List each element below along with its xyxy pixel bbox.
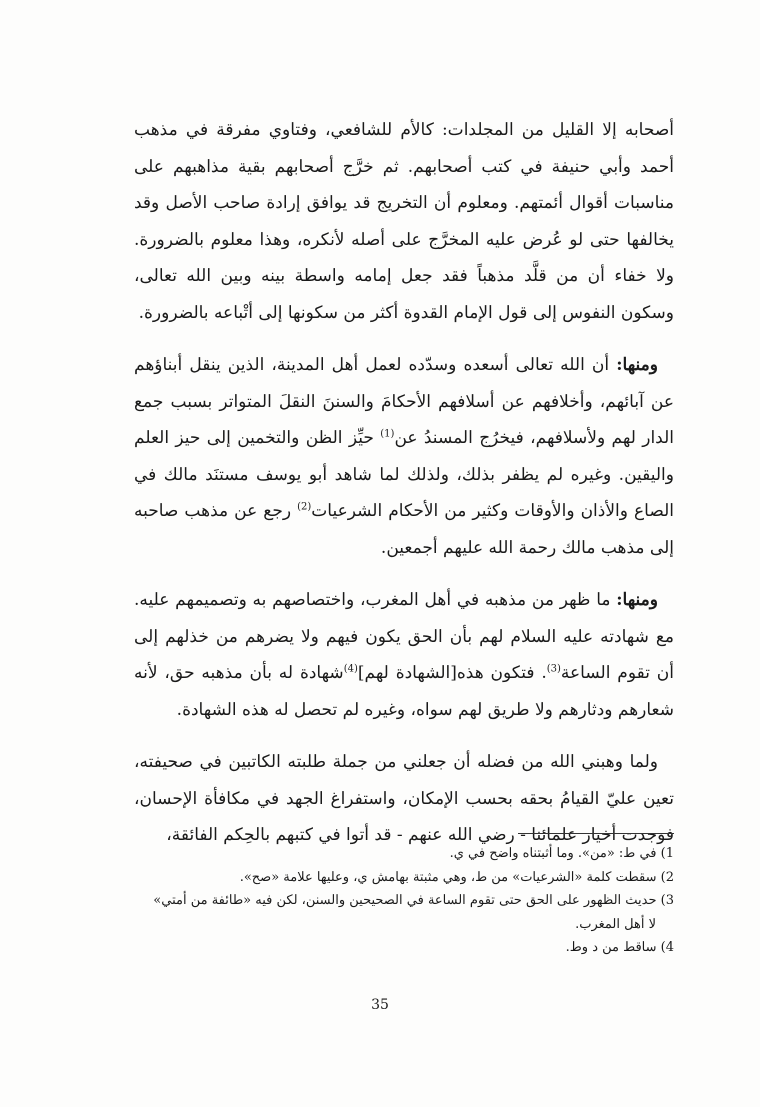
paragraph-2-lead: ومنها: (616, 355, 658, 375)
paragraph-4-text: ولما وهبني الله من فضله أن جعلني من جملة طلبته الكاتبين في صحيفته، تعين عليّ القيامُ بحقه بحسب الإمكان، واستفراغ الجهد في مكافأة الإحسان، فوجدت أخيار علمائنا - رضي الله عنهم - قد أتوا في كتبهم بالحِكم الفائقة، (134, 752, 674, 845)
footnote-ref-1[interactable]: (1) (380, 428, 395, 440)
paragraph-3-text-b: . فتكون هذه[الشهادة لهم] (357, 663, 547, 683)
footnote-2: 2) سقطت كلمة «الشرعيات» من ط، وهي مثبتة بهامش ي، وعليها علامة «صح». (239, 869, 674, 885)
paragraph-2-text-c: رجع عن مذهب صاحبه إلى مذهب مالك رحمة الله عليهم أجمعين. (134, 501, 674, 558)
footnote-ref-3[interactable]: (3) (546, 663, 561, 675)
paragraph-2-text-a: أن الله تعالى أسعده وسدّده لعمل أهل المدينة، الذين ينقل أبناؤهم عن آبائهم، وأخلافهم عن أسلافهم الأحكامَ والسننَ النقلَ المتواتر بسبب جمع الدار لهم ولأسلافهم، فيخرُج المسندُ عن (134, 355, 675, 448)
footnote-1: 1) في ط: «من». وما أثبتناه واضح في ي. (449, 846, 674, 861)
paragraph-3-text-a: ما ظهر من مذهبه في أهل المغرب، واختصاصهم به وتصميمهم عليه. مع شهادته عليه السلام لهم بأن الحق يكون فيهم ولا يضرهم من خذلهم إلى أن تقوم الساعة (134, 590, 674, 683)
footnote-4: 4) ساقط من د وط. (565, 940, 674, 955)
paragraph-3-text-c: شهادة له بأن مذهبه حق، لأنه شعارهم ودثارهم ولا طريق لهم سواه، وغيره لم تحصل له هذه الشهادة. (134, 663, 674, 720)
footnote-3-continuation: لا أهل المغرب. (575, 916, 656, 932)
page-number: 35 (371, 997, 389, 1013)
paragraph-2 (134, 347, 674, 566)
paragraph-4 (134, 744, 674, 854)
footnotes (134, 842, 674, 960)
footnote-ref-2[interactable]: (2) (297, 501, 312, 513)
main-text (134, 112, 674, 870)
paragraph-1-text: أصحابه إلا القليل من المجلدات: كالأم للشافعي، وفتاوي مفرقة في مذهب أحمد وأبي حنيفة في كتب أصحابهم. ثم خرَّج أصحابهم بقية مذاهبهم على مناسبات أقوال أئمتهم. ومعلوم أن التخريج قد يوافق إرادة صاحب الأصل وقد يخالفها حتى لو عُرض عليه المخرَّج على أصله لأنكره، وهذا معلوم بالضرورة. ولا خفاء أن من قلَّد مذهباً فقد جعل إمامه واسطة بينه وبين الله تعالى، وسكون النفوس إلى قول الإمام القدوة أكثر من سكونها إلى أتْباعه بالضرورة. (134, 120, 674, 323)
paragraph-3 (134, 582, 674, 728)
footnote-divider (518, 833, 674, 834)
footnote-ref-4[interactable]: (4) (343, 663, 358, 675)
paragraph-1 (134, 112, 674, 331)
paragraph-2-text-b: حيِّز الظن والتخمين إلى حيز العلم واليقين. وغيره لم يظفر بذلك، ولذلك لما شاهد أبو يوسف مستنَد مالك في الصاع والأذان والأوقات وكثير من الأحكام الشرعيات (134, 428, 674, 521)
paragraph-3-lead: ومنها: (616, 590, 658, 610)
footnote-3: 3) حديث الظهور على الحق حتى تقوم الساعة في الصحيحين والسنن، لكن فيه «طائفة من أمتي» (153, 893, 674, 908)
